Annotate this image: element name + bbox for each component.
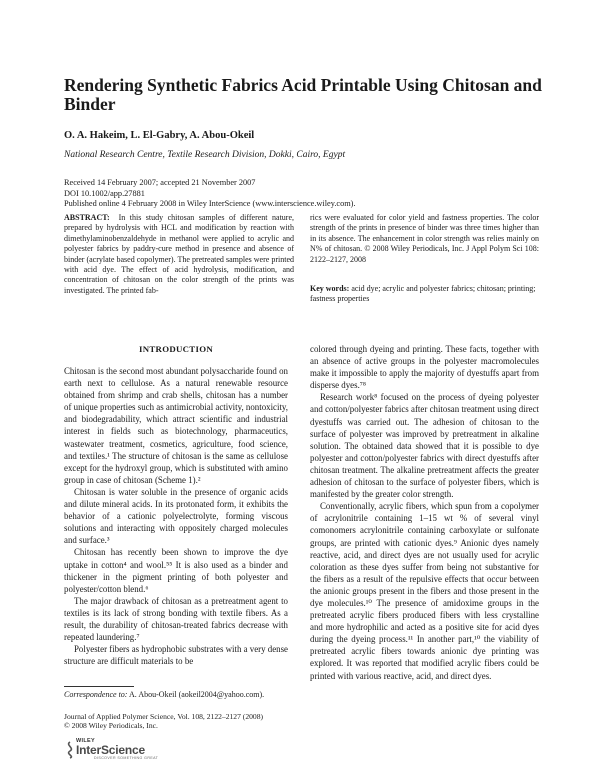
correspondence-label: Correspondence to: <box>64 690 128 699</box>
paragraph: Chitosan has recently been shown to improve the dye uptake in cotton⁴ and wool.⁵⁵ It is also used as a binder and thickener in the pigment printing of both polyester and polyester/cotton blend.⁶ <box>64 547 288 594</box>
journal-line: Journal of Applied Polymer Science, Vol. 108, 2122–2127 (2008) <box>64 712 264 721</box>
abstract-column-1 <box>64 213 294 296</box>
abstract-label: ABSTRACT: <box>64 213 110 222</box>
published-online: Published online 4 February 2008 in Wiley InterScience (www.interscience.wiley.com). <box>64 199 356 208</box>
keywords-text: acid dye; acrylic and polyester fabrics; chitosan; printing; fastness properties <box>310 284 536 304</box>
author-list: O. A. Hakeim, L. El-Gabry, A. Abou-Okeil <box>64 130 255 141</box>
paragraph: Polyester fibers as hydrophobic substrates with a very dense structure are difficult materials to be <box>64 644 288 667</box>
correspondence-text: A. Abou-Okeil (aokeil2004@yahoo.com). <box>129 690 265 699</box>
publication-history <box>64 178 356 210</box>
paragraph: Chitosan is the second most abundant polysaccharide found on earth next to cellulose. As a natural renewable resource obtained from shrimp and crab shells, chitosan has a number of unique properties such as antimicrobial activity, nontoxicity, and biodegradability, which attract scientific and industrial interest in fields such as biotechnology, pharmaceutics, wastewater treatment, cosmetics, agriculture, food science, and textiles.¹ The structure of chitosan is the same as cellulose except for the hydroxyl group, which is substituted with amino group in case of chitosan (Scheme 1).² <box>64 366 288 485</box>
paragraph: Chitosan is water soluble in the presence of organic acids and dilute mineral acids. In its protonated form, it exhibits the behavior of a cationic polyelectrolyte, forming viscous solutions and interacting with oppositely charged molecules and surface.³ <box>64 486 288 546</box>
abstract-column-2: rics were evaluated for color yield and fastness properties. The color strength of the prints in presence of binder was three times higher than in its absence. The enhancement in color strength was relies mainly on N% of chitosan. © 2008 Wiley Periodicals, Inc. J Appl Polym Sci 108: 2122–2127, 2008 <box>310 213 539 264</box>
section-heading-introduction: INTRODUCTION <box>139 344 213 354</box>
logo-wiley-text: WILEY <box>76 738 95 744</box>
keywords <box>310 284 539 305</box>
received-date: Received 14 February 2007; accepted 21 November 2007 <box>64 178 256 187</box>
paragraph: Research work⁸ focused on the process of dyeing polyester and cotton/polyester fabrics after chitosan treatment using direct dyestuffs was carried out. The adhesion of chitosan to the surface of polyester was improved by pretreatment in alkaline solution. The obtained data showed that it is possible to dye polyester and cotton/polyester fabrics with direct dyestuffs after chitosan treatment. The alkaline pretreatment affects the greater adhesion of chitosan to the surface of polyester fibers, which is manifested by the greater color strength. <box>310 392 539 500</box>
wiley-interscience-logo-swirl-icon <box>64 741 76 759</box>
correspondence-note <box>64 690 288 701</box>
keywords-label: Key words: <box>310 284 350 293</box>
paragraph: The major drawback of chitosan as a pretreatment agent to textiles is its lack of strong bonding with textile fibers. As a result, the durability of chitosan-treated fabrics decrease with repeated laundering.⁷ <box>64 595 288 643</box>
journal-citation <box>64 712 334 731</box>
body-column-right <box>310 343 539 682</box>
abstract-text-1: In this study chitosan samples of different nature, prepared by hydrolysis with HCL and modification by reaction with dimethylaminobenzaldehyde in methanol were applied to acrylic and polyester fabrics by paddry-cure method in presence and absence of binder (acrylate based copolymer). The pretreated samples were printed with acid dye. The effect of acid hydrolysis, modification, and concentration of chitosan on the color strength of the prints was investigated. The printed fab- <box>64 213 295 295</box>
article-title: Rendering Synthetic Fabrics Acid Printable Using Chitosan and Binder <box>64 75 542 114</box>
logo-interscience-text: InterScience <box>76 743 145 757</box>
affiliation: National Research Centre, Textile Research Division, Dokki, Cairo, Egypt <box>64 150 346 160</box>
copyright-line: © 2008 Wiley Periodicals, Inc. <box>64 721 158 731</box>
wiley-interscience-logo <box>64 738 194 762</box>
footnote-divider <box>64 686 134 687</box>
body-column-left <box>64 365 288 667</box>
logo-tagline: DISCOVER SOMETHING GREAT <box>94 756 159 760</box>
doi: DOI 10.1002/app.27881 <box>64 188 145 198</box>
paragraph: Conventionally, acrylic fibers, which spun from a copolymer of acrylonitrile containing 1–15 wt % of several vinyl comonomers acrylonitrile containing carboxylate or sulfonate groups, are printed with cationic dyes.⁹ Anionic dyes namely reactive, acid, and direct dyes are not usually used for acrylic coloration as these dyes suffer from being not substantive for the fibers as a result of the repulsive effects that occur between the anionic groups present in the fibers and those present in the dye molecules.¹⁰ The presence of amidoxime groups in the pretreated acrylic fibers produced fibers with less crystalline and more hydrophilic and acted as a positive site for acid dyes during the dyeing process.¹¹ In another part,¹⁰ the viability of pretreated acrylic fibers towards anionic dye printing was explored. It was reported that modified acrylic fibers could be printed with various reactive, acid, and direct dyes. <box>310 501 539 681</box>
paragraph: colored through dyeing and printing. These facts, together with an absence of active groups in the polyester macromolecules make it impossible to apply the majority of dyestuffs apart from disperse dyes.⁷⁸ <box>310 344 539 391</box>
